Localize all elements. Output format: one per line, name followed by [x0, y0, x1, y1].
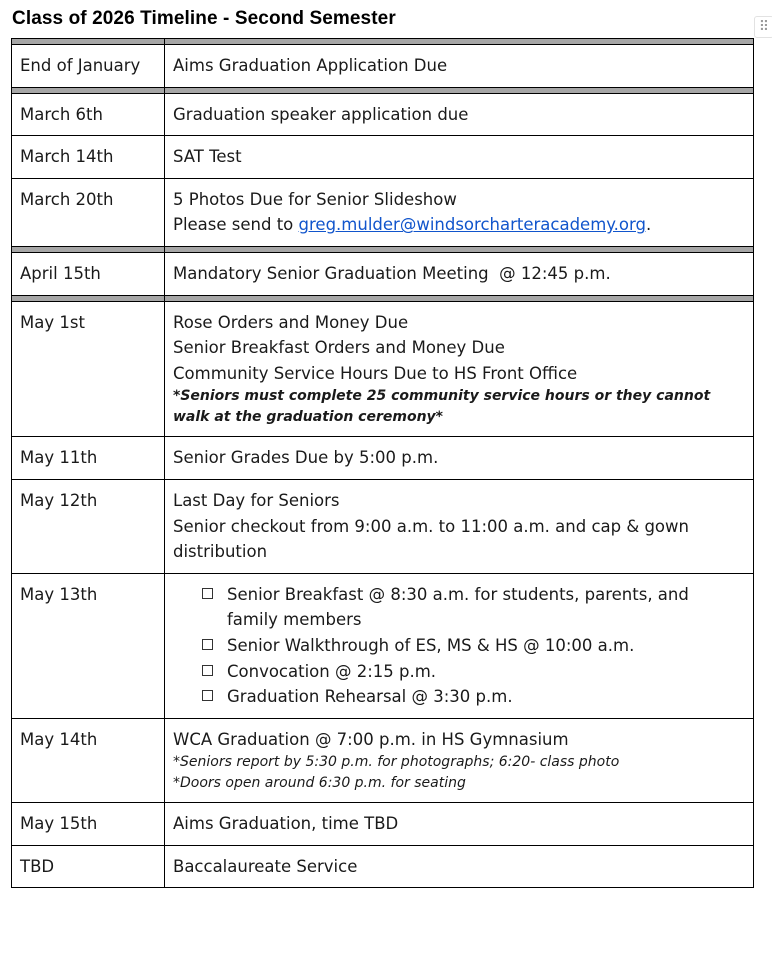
checklist-item	[202, 684, 745, 710]
event-cell: SAT Test	[165, 136, 754, 179]
table-row	[12, 45, 754, 88]
date-cell: April 15th	[12, 252, 165, 295]
table-row	[12, 718, 754, 803]
event-cell	[165, 479, 754, 573]
table-row	[12, 93, 754, 136]
email-link[interactable]: greg.mulder@windsorcharteracademy.org	[298, 215, 646, 235]
event-cell: Graduation speaker application due	[165, 93, 754, 136]
checklist-label: Senior Walkthrough of ES, MS & HS @ 10:00 a.m.	[227, 635, 635, 655]
send-suffix: .	[645, 215, 652, 235]
date-cell: May 12th	[12, 479, 165, 573]
date-cell: March 14th	[12, 136, 165, 179]
event-note: *Seniors report by 5:30 p.m. for photographs; 6:20- class photo	[173, 754, 620, 771]
checkbox-icon[interactable]	[202, 690, 213, 701]
date-cell: March 6th	[12, 93, 165, 136]
checklist	[173, 582, 745, 710]
table-row	[12, 301, 754, 437]
timeline-table	[11, 38, 754, 888]
table-row	[12, 803, 754, 846]
checklist-item	[202, 633, 745, 659]
send-prefix: Please send to	[173, 215, 299, 235]
date-cell: May 11th	[12, 437, 165, 480]
checkbox-icon[interactable]	[202, 665, 213, 676]
event-cell: Aims Graduation, time TBD	[165, 803, 754, 846]
drag-handle-icon[interactable]: ⠿	[754, 16, 772, 38]
checkbox-icon[interactable]	[202, 588, 213, 599]
checklist-label: Convocation @ 2:15 p.m.	[227, 661, 437, 681]
event-line: WCA Graduation @ 7:00 p.m. in HS Gymnasium	[173, 729, 569, 749]
event-cell	[165, 178, 754, 246]
date-cell: May 13th	[12, 573, 165, 718]
event-cell	[165, 573, 754, 718]
event-line: Last Day for Seniors	[173, 490, 340, 510]
date-cell: End of January	[12, 45, 165, 88]
table-row	[12, 437, 754, 480]
table-row	[12, 573, 754, 718]
checklist-item	[202, 659, 745, 685]
checklist-label: Graduation Rehearsal @ 3:30 p.m.	[227, 687, 513, 707]
event-line: Rose Orders and Money Due	[173, 312, 409, 332]
event-note: *Seniors must complete 25 community service hours or they cannot walk at the graduation ceremony*	[173, 388, 711, 426]
date-cell: May 1st	[12, 301, 165, 437]
page-title: Class of 2026 Timeline - Second Semester	[12, 8, 396, 29]
table-row	[12, 845, 754, 888]
table-row	[12, 252, 754, 295]
event-line: Senior Breakfast Orders and Money Due	[173, 338, 505, 358]
table-row	[12, 178, 754, 246]
table-row	[12, 479, 754, 573]
event-line: 5 Photos Due for Senior Slideshow	[173, 189, 457, 209]
event-line	[173, 212, 745, 238]
date-cell: March 20th	[12, 178, 165, 246]
event-line: Community Service Hours Due to HS Front Office	[173, 363, 578, 383]
table-row	[12, 136, 754, 179]
checklist-label: Senior Breakfast @ 8:30 a.m. for students, parents, and family members	[227, 584, 689, 630]
checkbox-icon[interactable]	[202, 639, 213, 650]
event-cell: Aims Graduation Application Due	[165, 45, 754, 88]
event-cell: Mandatory Senior Graduation Meeting @ 12:45 p.m.	[165, 252, 754, 295]
event-cell	[165, 718, 754, 803]
date-cell: May 14th	[12, 718, 165, 803]
event-cell: Senior Grades Due by 5:00 p.m.	[165, 437, 754, 480]
event-cell	[165, 301, 754, 437]
event-line: Senior checkout from 9:00 a.m. to 11:00 a.m. and cap & gown distribution	[173, 516, 689, 562]
date-cell: May 15th	[12, 803, 165, 846]
event-note: *Doors open around 6:30 p.m. for seating	[173, 775, 466, 792]
date-cell: TBD	[12, 845, 165, 888]
event-cell: Baccalaureate Service	[165, 845, 754, 888]
checklist-item	[202, 582, 745, 633]
